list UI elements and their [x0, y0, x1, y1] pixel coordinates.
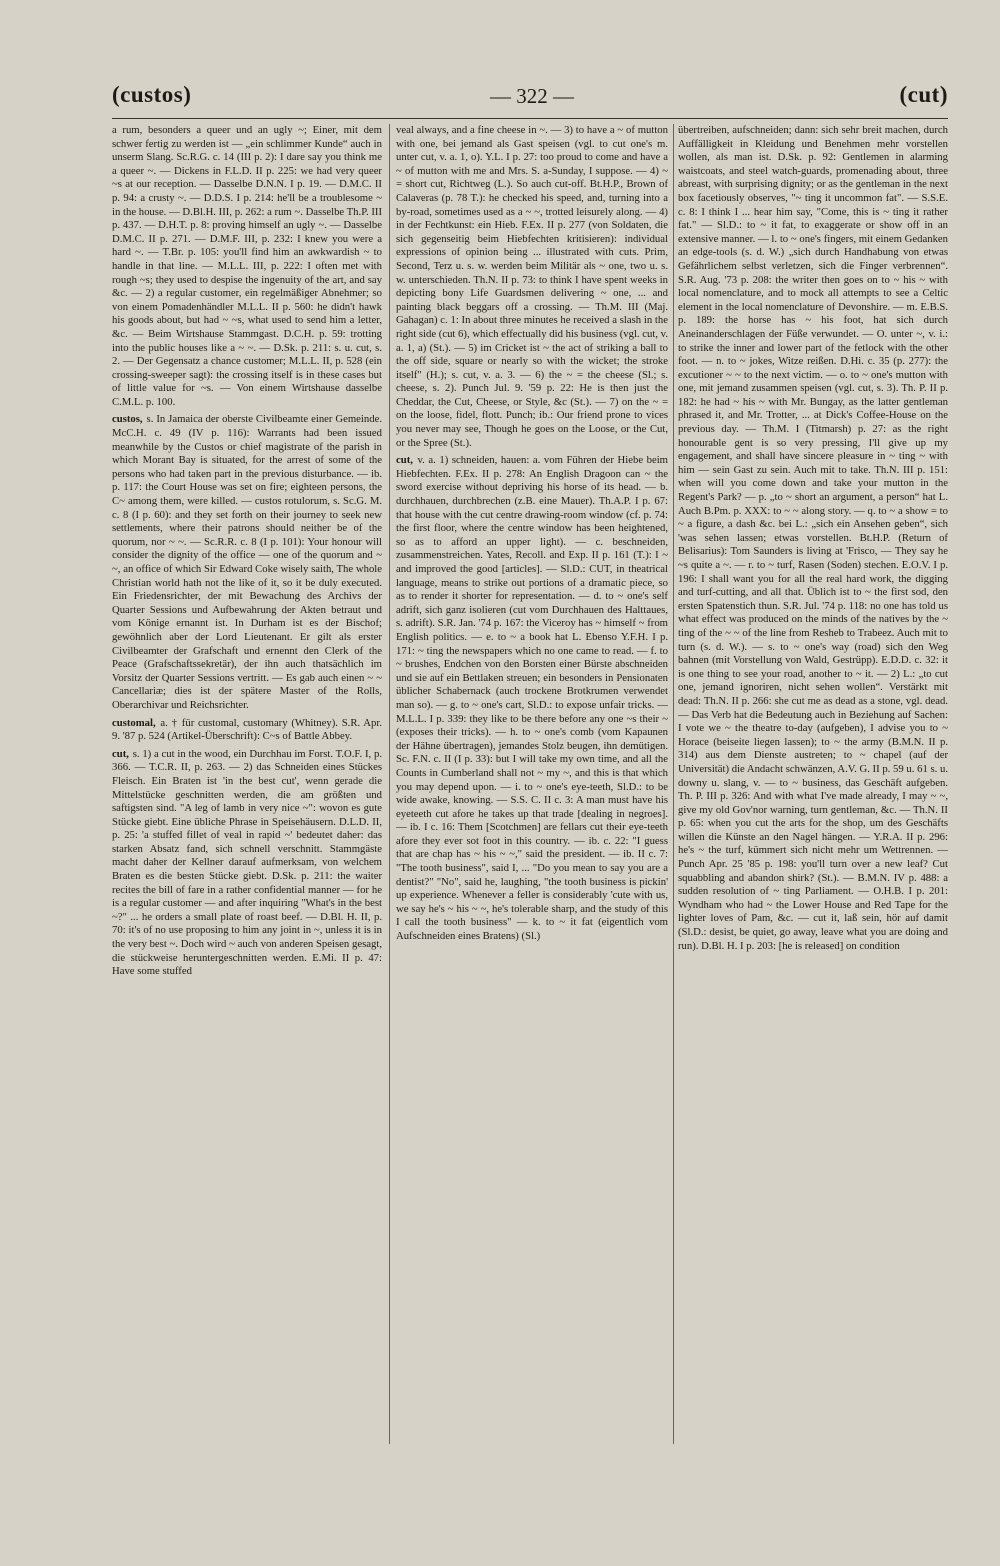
- entry-text: übertreiben, aufschneiden; dann: sich sehr breit machen, durch Auffälligkeit in Kleidung und Benehmen mehr vorstellen wollen, als man ist. D.Sk. p. 92: Gentlemen in alarming waistcoats, and steel watch-guards, promenading about, three abreast, with surprising dignity; or as the gentleman in the next box facetiously observes, "~ ting it uncommon fat". — S.S.E. c. 8: I think I ... hear him say, "Come, this is ~ ting it rather fat." — Sl.D.: to ~ it fat, to exaggerate or show off in an extensive manner. — l. to ~ one's fingers, mit einem Gedanken an edge-tools (s. d. W.) „sich durch Handhabung von etwas Gefährlichem selbst verletzen, sich die Finger verbrennen“. S.R. Aug. '73 p. 208: the writer then goes on to ~ his ~ with local nomenclature, and to mock all attempts to see a Celtic element in the local nomenclature of Devonshire. — m. E.B.S. p. 189: the horse has ~ his foot, hat sich durch Aneinanderschlagen der Füße verwundet. — O. unter ~, v. i.: to strike the inner and lower part of the fetlock with the other foot. — n. to ~ jokes, Witze reißen. D.Hi. c. 35 (p. 277): the excutioner ~ ~ to the next victim. — o. to ~ one's mutton with one, mit jemand zusammen speisen (vgl. cut, s. 3). Th. P. II p. 182: he had ~ his ~ with Mr. Bungay, as the latter gentleman phrased it, and Mr. Trotter, ... at Dick's Coffee-House on the previous day. — Th.M. I (Titmarsh) p. 27: as the right honourable gent is so very pressing, I'll give up my engagement, and shall have sincere pleasure in ~ ting ~ with him — sein Gast zu sein. Auch mit to take. Th.N. III p. 151: when will you come down and take your mutton in the Regent's Park? — p. „to ~ short an argument, a person“ hat L. Auch B.Pm. p. XXX: to ~ ~ along story. — q. to ~ a show = to ~ a figure, a dash &c. bei L.: „sich ein Ansehen geben“, sich 'was sehen lassen; etwas vorstellen. Bt.H.P. (Return of Belisarius): Tom Saunders is living at 'Frisco, — They say he ~s quite a ~. — r. to ~ turf, Rasen (Soden) stechen. E.O.V. I p. 196: I shall want you for all the real hard work, the digging and turf-cutting, and all that. Üblich ist to ~ the first sod, den ersten Spatenstich thun. S.R. Jul. '74 p. 118: no one has told us what effect was produced on the minds of the natives by the ~ ting of the ~ ~ of the line from Resheb to Trabeez. Auch mit to turn (s. d. W.). — s. to ~ one's way (road) sich den Weg bahnen (mit Vorstellung von Wald, Gestrüpp). E.D.D. c. 32: it is one thing to see your road, another to ~ it. — 2) L.: „to cut one, jemand ignoriren, nicht sehen wollen“. Verstärkt mit dead: Th.N. II p. 266: she cut me as dead as a stone, vgl. dead. — Das Verb hat die Bedeutung auch in Beziehung auf Sachen: I vote we ~ the theatre to-day (aufgeben), I advise you to ~ Horace (beiseite liegen lassen); to ~ the army (B.M.N. II p. 314) aus dem Dienste austreten; to ~ chapel (auf der Universität) die Andacht schwänzen, A.V. G. II p. 59 u. 61 s. u. downy u. slang, v. — to ~ business, das Geschäft aufgeben. Th. P. III p. 326: And with what I've made already, I may ~ ~, give my old Gov'nor warning, turn gentleman, &c. — Th.N. II p. 65: when you cut the arts for the shop, um des Geschäfts willen die Künste an den Nagel hängen. — Y.R.A. II p. 296: he's ~ the turf, kümmert sich nicht mehr um Wettrennen. — Punch Apr. 25 '85 p. 198: you'll turn over a new leaf? Cut squabbling and abandon shirk? (St.). — B.M.N. IV p. 488: a sudden resolution of ~ ting Parliament. — O.H.B. I p. 201: Wyndham who had ~ the Lower House and Red Tape for the lighter loves of Pam, &c. — cut it, laß sein, hör auf damit (Sl.D.: desist, be quiet, go away, leave what you are doing and run). D.Bl. H. I p. 203: [he is released] on condition: [678, 124, 948, 952]
- right-running-headword: (cut): [899, 82, 948, 107]
- entry-text: s. 1) a cut in the wood, ein Durchhau im Forst. T.O.F. I, p. 366. — T.C.R. II, p. 263. — 2) das Schneiden eines Stückes Fleisch. Ein Braten ist 'in the best cut', wenn gerade die Mittelstücke geschnitten werden, die am größten und saftigsten sind. "A leg of lamb in very nice ~": wovon es gute Stücke giebt. Eine übliche Phrase in Speisehäusern. D.L.D. II, p. 25: 'a stuffed fillet of veal in rapid ~' bedeutet daher: das starken Absatz fand, sich schnell verschnitt. Stammgäste macht daher der Kellner darauf aufmerksam, von welchem Braten es die besten Stücke giebt. D.Sk. p. 211: the waiter recites the bill of fare in a rather confidential manner — for he is a regular customer — and after inquiring "What's in the best ~?" ... he orders a small plate of roast beef. — D.Bl. H. II, p. 70: it's of no use proposing to him any joint in ~, unless it is in the very best ~. Doch wird ~ auch von anderen Speisen gesagt, die stückweise heruntergeschnitten werden. E.Mi. II p. 47: Have some stuffed: [112, 747, 382, 978]
- entry-lemma: custos,: [112, 413, 143, 426]
- entry-lemma: cut,: [396, 454, 413, 467]
- entry-continuation: [678, 124, 948, 953]
- header-rule: [112, 118, 948, 119]
- entry-lemma: customal,: [112, 716, 156, 729]
- entry-text: a rum, besonders a queer und an ugly ~; Einer, mit dem schwer fertig zu werden ist — „ein schlimmer Kunde“ auch in unserm Slang. Sc.R.G. c. 14 (III p. 2): I dare say you think me a queer ~. — Dickens in F.L.D. II p. 225: we had very queer ~s at our reception. — Dasselbe D.N.N. I p. 19. — D.M.C. II p. 94: a crusty ~. — D.D.S. I p. 214: he'll be a troublesome ~ in the house. — D.Bl.H. III, p. 262: a rum ~. Dasselbe Th.P. III p. 437. — D.H.T. p. 8: proving himself an ugly ~. — Dasselbe D.M.C. II p. 271. — D.M.F. III, p. 232: I knew you were a hard ~. — T.Br. p. 105: you'll find him an awkwardish ~ to handle in that line. — M.L.L. III, p. 222: I often met with rough ~s; they used to despise the ingenuity of the art, and say &c. — 2) a regular customer, ein regelmäßiger Abnehmer; so von einem Pomadenhändler M.L.L. II p. 560: he didn't hawk his goods about, but had ~ ~s, what used to send him a letter, &c. — Beim Wirtshause Stammgast. D.C.H. p. 59: trotting into the public houses like a ~ ~. — D.Sk. p. 211: s. u. cut, s. 2. — Der Gegensatz a chance customer; M.L.L. II, p. 528 (ein crossing-sweeper sagt): the crossing itself is in these cases but of little value for ~s. — Von einem Wirtshause dasselbe C.M.L. p. 100.: [112, 124, 382, 408]
- dictionary-entry: [396, 454, 668, 943]
- text-column-2: [396, 124, 668, 1452]
- column-divider: [673, 124, 674, 1444]
- entry-continuation: [396, 124, 668, 450]
- text-column-3: [678, 124, 948, 1452]
- entry-text: s. In Jamaica der oberste Civilbeamte einer Gemeinde. McC.H. c. 49 (IV p. 116): Warrants had been issued meanwhile by the Custos or chief magistrate of the parish in which Morant Bay is situated, for the arrest of some of the persons who had taken part in the previous disturbance. — ib. p. 117: the Court House was set on fire; eighteen persons, the C~ among them, were killed. — custos rotulorum, s. Sc.G. M. c. 8 (I p. 60): and they set forth on their journey to seek new settlements, where their patrons should neither be of the quorum, nor ~ ~. — Sc.R.R. c. 8 (I p. 101): Your honour will consider the dignity of the office — one of the quorum and ~ ~, an office of which Sir Edward Coke wisely saith, The whole Christian world hath not the like of it, so it be duly executed. Ein Friedensrichter, der mit Bewachung des Archivs der Quarter Sessions und Aufbewahrung der Akten betraut und vom Könige ernannt ist. In Durham ist es der Bischof; gewöhnlich aber der Lord Lieutenant. Er gilt als erster Civilbeamter der Grafschaft und ernennt den Clerk of the Peace (Grafschaftssekretär), der ihn auch thatsächlich im Vorsitz der Quarter Sessions vertritt. — Es gab auch einen ~ ~ Cancellariæ; dies ist der spätere Master of the Rolls, Oberarchivar und Reichsrichter.: [112, 413, 382, 711]
- column-divider: [389, 124, 390, 1444]
- page-header: [112, 82, 948, 118]
- entry-text: a. † für customal, customary (Whitney). S.R. Apr. 9. '87 p. 524 (Artikel-Überschrift): C~s of Battle Abbey.: [112, 716, 382, 743]
- page-number: — 322 —: [490, 84, 574, 108]
- left-running-headword: (custos): [112, 82, 192, 107]
- text-column-1: [112, 124, 382, 1452]
- dictionary-entry: [112, 748, 382, 979]
- dictionary-entry: [112, 717, 382, 744]
- entry-continuation: [112, 124, 382, 409]
- dictionary-entry: [112, 413, 382, 712]
- entry-lemma: cut,: [112, 747, 129, 760]
- entry-text: veal always, and a fine cheese in ~. — 3) to have a ~ of mutton with one, bei jemand als Gast speisen (vgl. to cut one's m. unter cut, v. a. 1, o). Y.L. I p. 27: too proud to come and have a ~ of mutton with me and Mrs. S. a-Sunday, I suppose. — 4) ~ = short cut, Richtweg (L.). So auch cut-off. Bt.H.P., Brown of Calaveras (p. 78 T.): he checked his speed, and, turning into a by-road, sometimes used as a ~ ~, trotted leisurely along. — 4) in der Fechtkunst: ein Hieb. F.Ex. II p. 277 (von Soldaten, die sich gegenseitig beim Hiebfechten kritisieren): individual expressions of opinion being ... illustrated with cuts. Prim, Second, Terz u. s. w. werden beim Militär als ~ one, two u. s. w. unterschieden. Th.N. II p. 73: to think I have spent weeks in depicting bony Life Guardsmen delivering ~ one, ... and painting black beggars off a crossing. — Th.M. III (Maj. Gahagan) c. 1: In about three minutes he received a slash in the right side (cut 6), which effectually did his business (vgl. cut, v. a. 1, a) (St.). — 5) im Cricket ist ~ the act of striking a ball to the off side, square or nearly so with the wicket; the stroke itself" (H.); s. cut, v. a. 3. — 6) the ~ = the cheese (Sl.; s. cheese, s. 2). Punch Jul. 9. '59 p. 22: He is then just the Cheddar, the Cut, Cheese, or Style, &c (St.). — 7) on the ~ = on the loose, fidel, flott. Punch; ib.: Our friend prone to vices you never may see, Though he goes on the Loose, or the Cut, or the Spree (St.).: [396, 124, 668, 449]
- entry-text: v. a. 1) schneiden, hauen: a. vom Führen der Hiebe beim Hiebfechten. F.Ex. II p. 278: An English Dragoon can ~ the sword exercise without depriving his horse of its head. — b. durchhauen, durchbrechen (z.B. eine Mauer). Th.A.P. I p. 67: that house with the cut centre drawing-room window (cf. p. 74: the first floor, where the centre window has been heightened, so as to afford an upper light). — c. beschneiden, zusammenstreichen. Yates, Recoll. and Exp. II p. 161 (T.): I ~ and improved the good [articles]. — Sl.D.: CUT, in theatrical language, means to strike out portions of a dramatic piece, so as to render it shorter for representation. — d. to ~ one's self adrift, sich ganz isolieren (cut vom Durchhauen des Halttaues, s. adrift). S.R. Jan. '74 p. 167: the Viceroy has ~ himself ~ from English politics. — e. to ~ a book hat L. Ebenso Y.F.H. I p. 171: ~ ting the newspapers which no one came to read. — f. to ~ brushes, Endchen von den Borsten einer Bürste abschneiden und sie auf ein Bettlaken streuen; ein besonders in Pensionaten üblicher Schabernack (auch trockene Brotkrumen verwendet man so). — g. to ~ one's cart, Sl.D.: to expose unfair tricks. — M.L.L. I p. 339: they like to be there before any one ~s their ~ (exposes their tricks). — h. to ~ one's comb (vom Kapaunen der Hähne übertragen), jemandes Stolz beugen, ihn demütigen. Sc. F.N. c. II (I p. 33): but I will take my own time, and all the Counts in Cumberland shall not ~ my ~, and this is that which you may depend upon. — i. to ~ one's eye-teeth, Sl.D.: to be wide awake, knowing. — S.S. C. II c. 3: A man must have his eyeteeth cut afore he takes up that trade [dealing in negroes]. — ib. I c. 16: Them [Scotchmen] are fellars cut their eye-teeth afore they ever sot foot in this country. — ib. c. 22: "I guess that are chap has ~ his ~ ~," said the president. — ib. II c. 7: "The tooth business", said I, ... "Do you mean to say you are a dentist?" "No", said he, laughing, "the tooth business is pickin' up experience. Whenever a feller is considerably 'cute with us, we say he's ~ his ~ ~, he's tolerable sharp, and the study of this I call the tooth business" — k. to ~ it fat (eigentlich vom Aufschneiden eines Bratens) (Sl.): [396, 454, 668, 943]
